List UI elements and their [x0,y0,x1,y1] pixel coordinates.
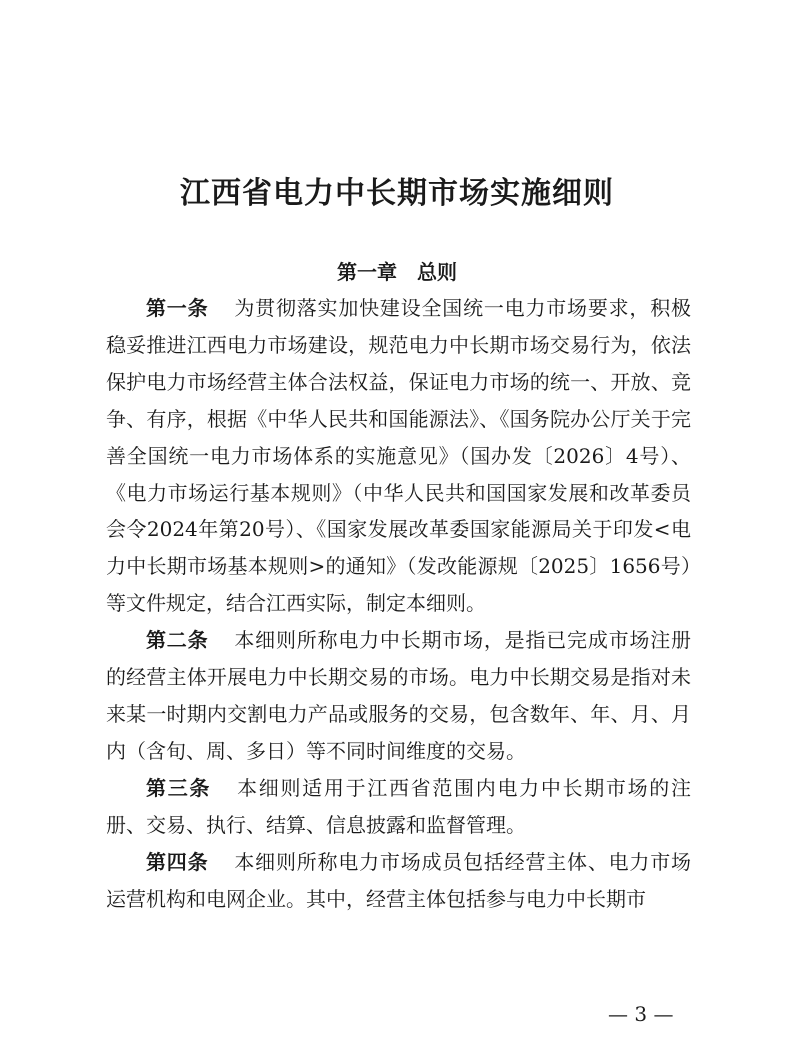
article-2 [106,622,691,770]
article-1 [106,290,691,622]
page-number: — 3 — [608,1002,674,1026]
document-body [106,290,691,917]
article-heading: 第四条 [146,849,209,874]
article-3 [106,770,691,844]
document-title: 江西省电力中长期市场实施细则 [180,176,614,211]
article-4 [106,844,691,918]
article-heading: 第三条 [146,775,212,800]
chapter-title: 第一章 总则 [337,260,457,284]
article-text: 本细则所称电力中长期市场，是指已完成市场注册的经营主体开展电力中长期交易的市场。电力中长期交易是指对未来某一时期内交割电力产品或服务的交易，包含数年、年、月、月内（含旬、周、多日）等不同时间维度的交易。 [106,628,691,763]
article-heading: 第二条 [146,628,209,653]
article-text: 本细则适用于江西省范围内电力中长期市场的注册、交易、执行、结算、信息披露和监督管理。 [106,775,692,837]
article-text: 本细则所称电力市场成员包括经营主体、电力市场运营机构和电网企业。其中，经营主体包括参与电力中长期市 [106,849,691,911]
article-heading: 第一条 [146,296,209,320]
article-text: 为贯彻落实加快建设全国统一电力市场要求，积极稳妥推进江西电力市场建设，规范电力中长期市场交易行为，依法保护电力市场经营主体合法权益，保证电力市场的统一、开放、竞争、有序，根据《中华人民共和国能源法》、《国务院办公厅关于完善全国统一电力市场体系的实施意见》（国办发〔2026〕4号）、《电力市场运行基本规则》（中华人民共和国国家发展和改革委员会令2024年第20号）、《国家发展改革委国家能源局关于印发<电力中长期市场基本规则>的通知》（发改能源规〔2025〕1656号）等文件规定，结合江西实际，制定本细则。 [106,296,691,616]
